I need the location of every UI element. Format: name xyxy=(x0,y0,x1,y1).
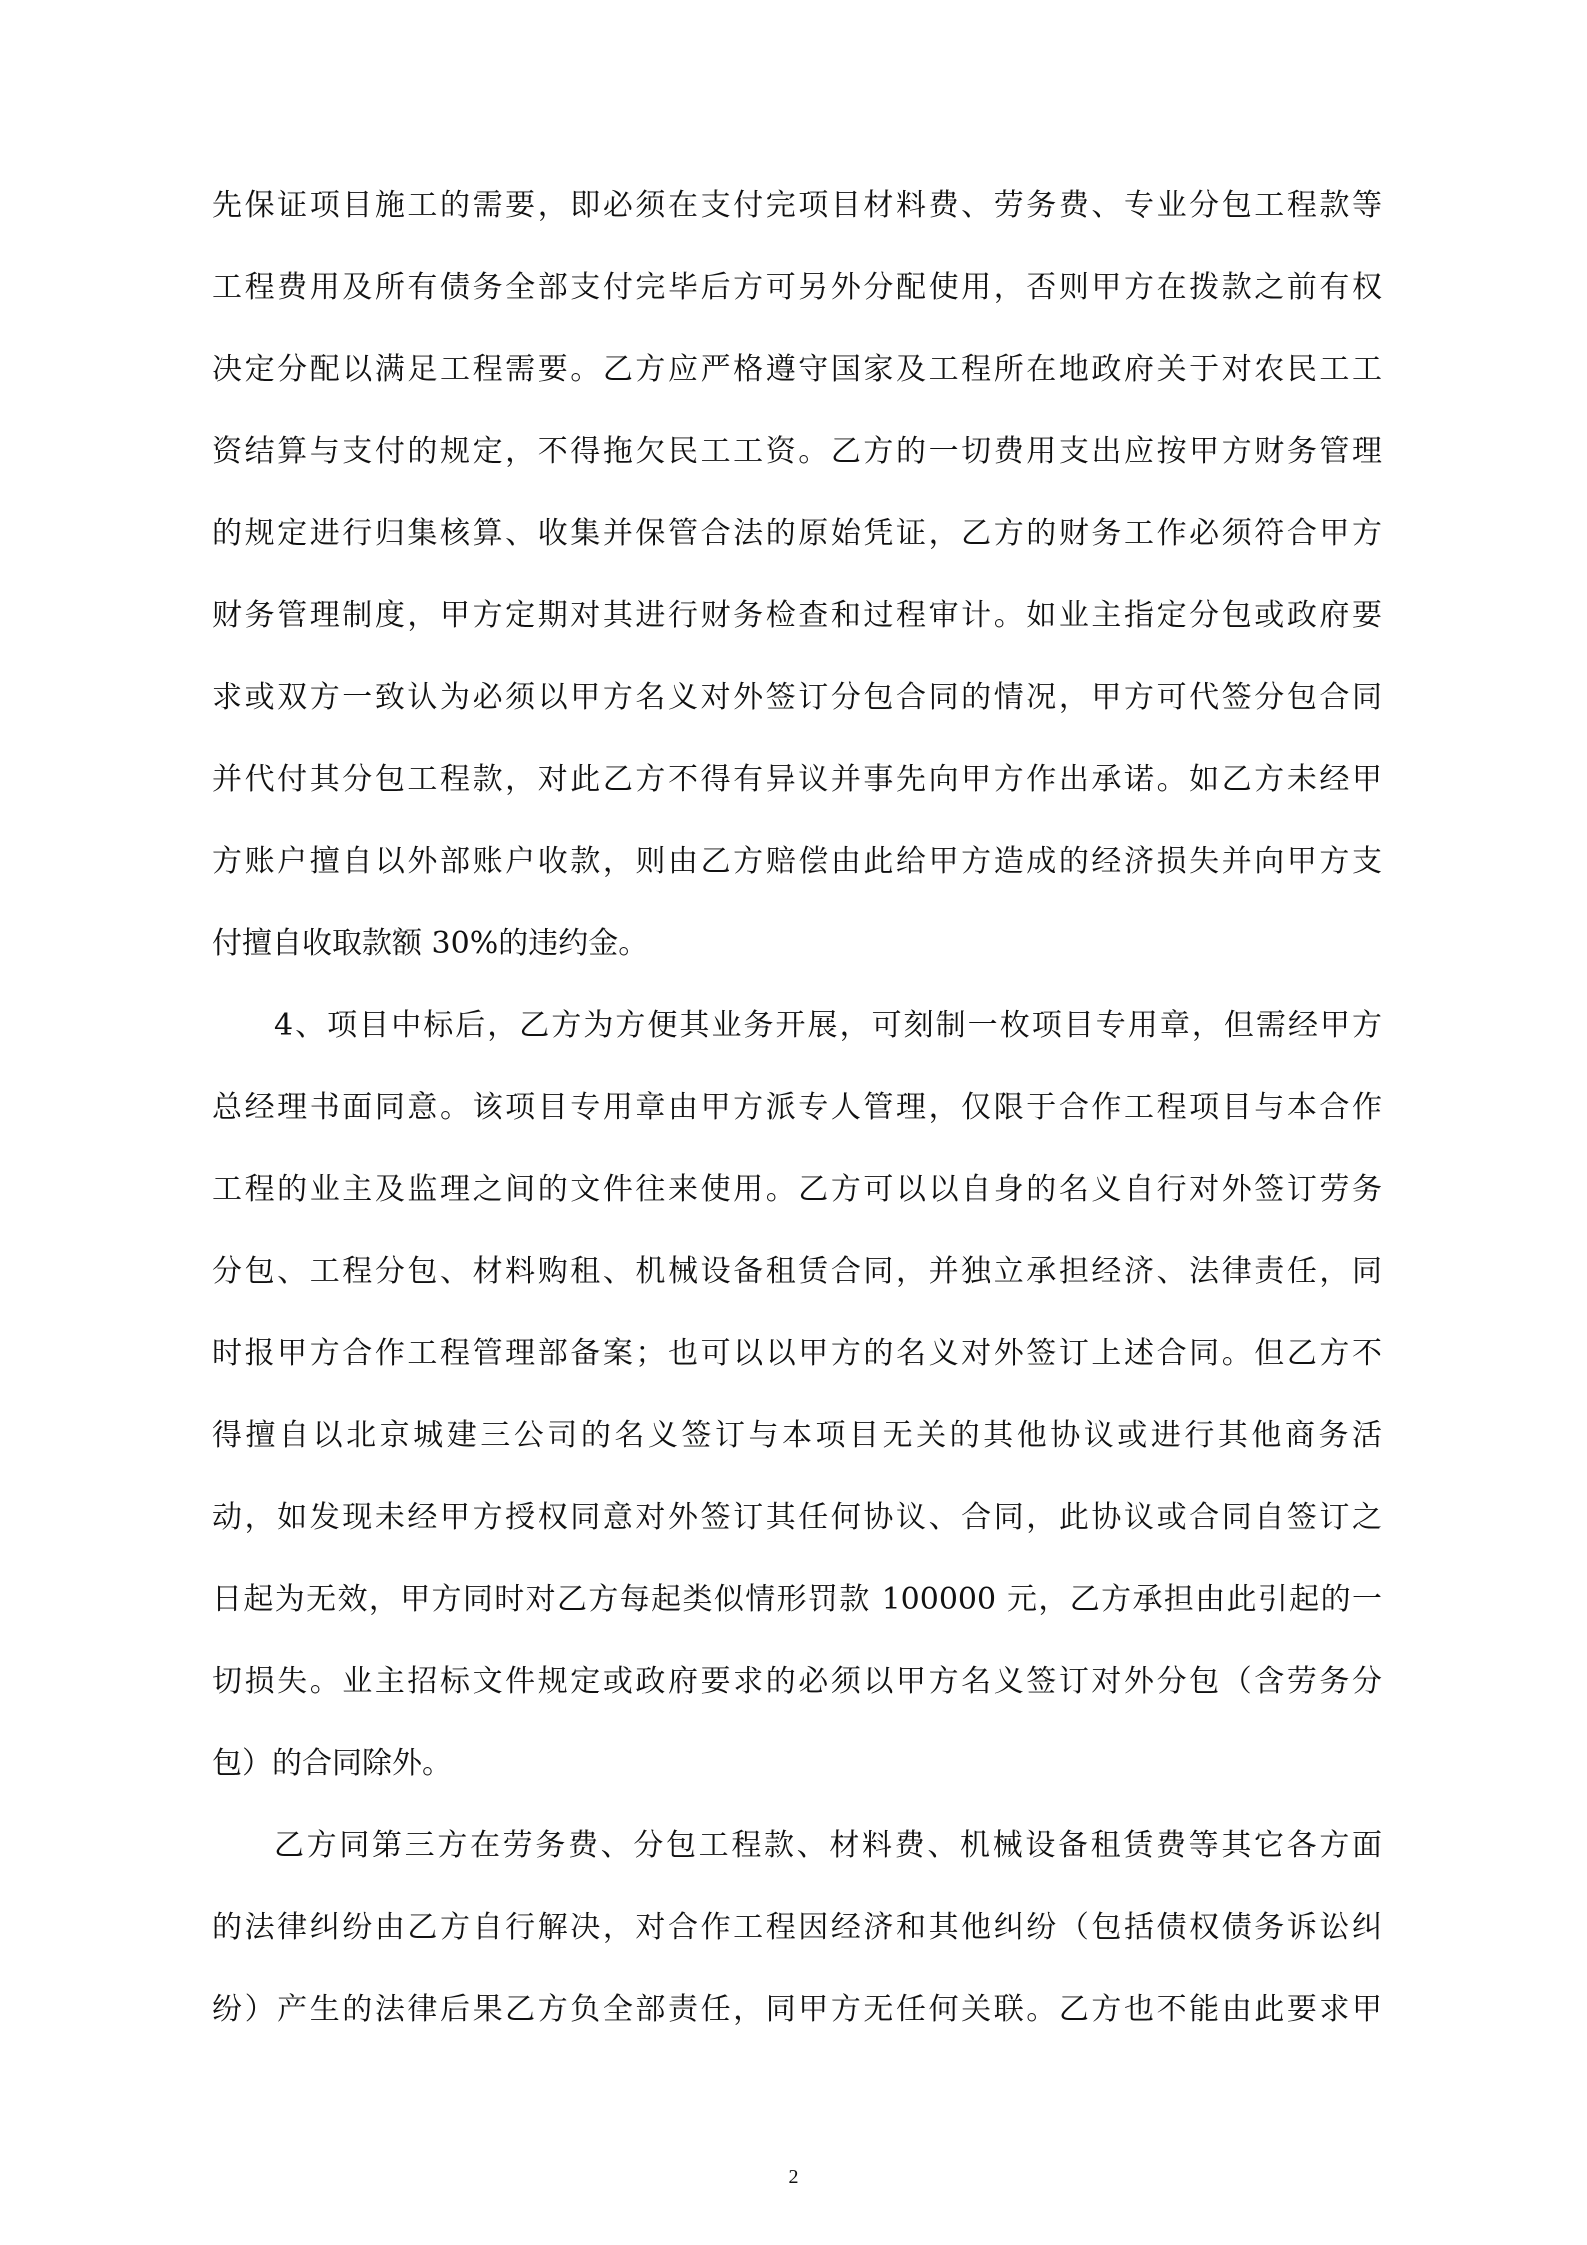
text-line: 资结算与支付的规定，不得拖欠民工工资。乙方的一切费用支出应按甲方财务管理 xyxy=(212,434,1382,469)
text-line: 切损失。业主招标文件规定或政府要求的必须以甲方名义签订对外分包（含劳务分 xyxy=(212,1664,1382,1699)
text-line: 动，如发现未经甲方授权同意对外签订其任何协议、合同，此协议或合同自签订之 xyxy=(212,1500,1382,1535)
text-line: 方账户擅自以外部账户收款，则由乙方赔偿由此给甲方造成的经济损失并向甲方支 xyxy=(212,844,1382,879)
text-line: 日起为无效，甲方同时对乙方每起类似情形罚款 100000 元，乙方承担由此引起的一 xyxy=(212,1582,1382,1617)
text-line: 财务管理制度，甲方定期对其进行财务检查和过程审计。如业主指定分包或政府要 xyxy=(212,598,1382,633)
text-line: 先保证项目施工的需要，即必须在支付完项目材料费、劳务费、专业分包工程款等 xyxy=(212,188,1382,223)
text-line: 的规定进行归集核算、收集并保管合法的原始凭证，乙方的财务工作必须符合甲方 xyxy=(212,516,1382,551)
text-line: 时报甲方合作工程管理部备案；也可以以甲方的名义对外签订上述合同。但乙方不 xyxy=(212,1336,1382,1371)
page-number: 2 xyxy=(788,2166,799,2188)
text-line: 工程的业主及监理之间的文件往来使用。乙方可以以自身的名义自行对外签订劳务 xyxy=(212,1172,1382,1207)
text-line: 纷）产生的法律后果乙方负全部责任，同甲方无任何关联。乙方也不能由此要求甲 xyxy=(212,1992,1382,2027)
text-line: 的法律纠纷由乙方自行解决，对合作工程因经济和其他纠纷（包括债权债务诉讼纠 xyxy=(212,1910,1382,1945)
text-line: 总经理书面同意。该项目专用章由甲方派专人管理，仅限于合作工程项目与本合作 xyxy=(212,1090,1382,1125)
text-line: 分包、工程分包、材料购租、机械设备租赁合同，并独立承担经济、法律责任，同 xyxy=(212,1254,1382,1289)
text-line: 乙方同第三方在劳务费、分包工程款、材料费、机械设备租赁费等其它各方面 xyxy=(274,1828,1382,1863)
text-line: 包）的合同除外。 xyxy=(212,1746,452,1781)
text-line: 求或双方一致认为必须以甲方名义对外签订分包合同的情况，甲方可代签分包合同 xyxy=(212,680,1382,715)
text-line: 并代付其分包工程款，对此乙方不得有异议并事先向甲方作出承诺。如乙方未经甲 xyxy=(212,762,1382,797)
text-line: 工程费用及所有债务全部支付完毕后方可另外分配使用，否则甲方在拨款之前有权 xyxy=(212,270,1382,305)
text-line: 4、项目中标后，乙方为方便其业务开展，可刻制一枚项目专用章，但需经甲方 xyxy=(274,1008,1382,1043)
text-line: 决定分配以满足工程需要。乙方应严格遵守国家及工程所在地政府关于对农民工工 xyxy=(212,352,1382,387)
text-line: 得擅自以北京城建三公司的名义签订与本项目无关的其他协议或进行其他商务活 xyxy=(212,1418,1382,1453)
body-text xyxy=(212,178,1382,2064)
text-line: 付擅自收取款额 30%的违约金。 xyxy=(212,926,649,961)
